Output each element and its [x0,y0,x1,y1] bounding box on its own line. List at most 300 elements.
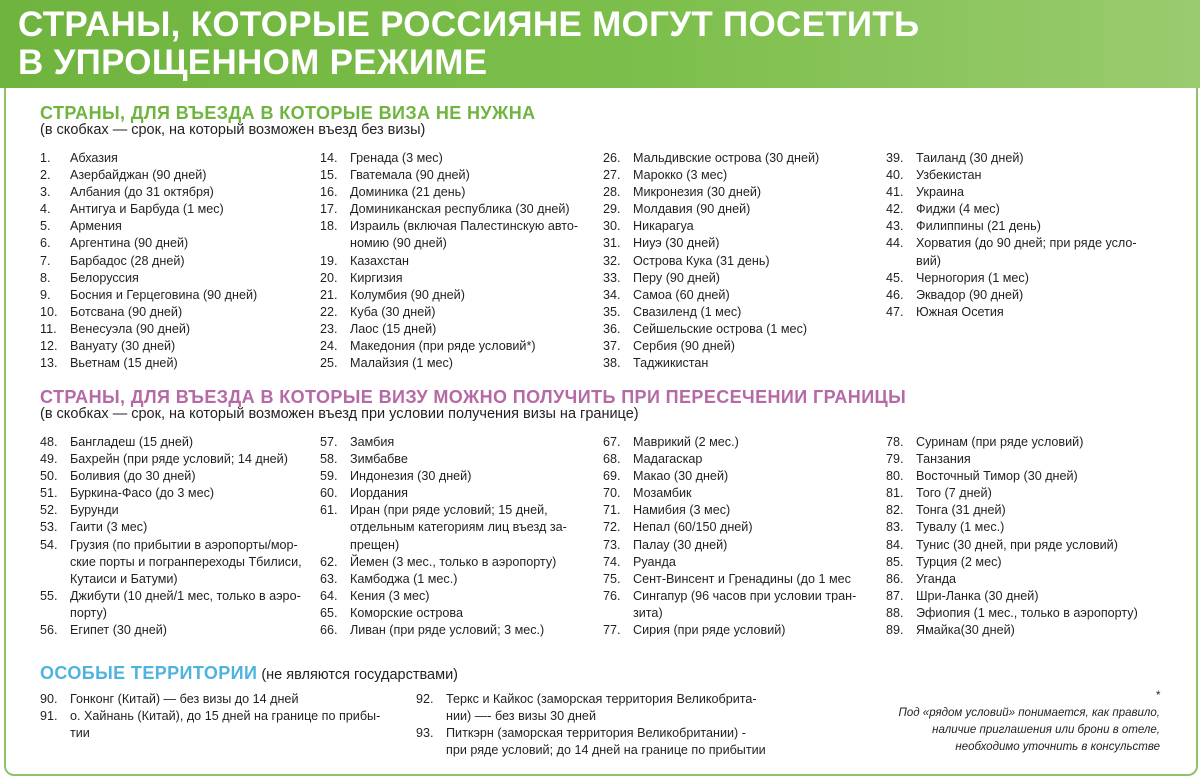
item-number: 15. [320,168,338,183]
list-item [886,434,1138,451]
list-item [603,468,856,485]
item-number: 27. [603,168,621,183]
list-item [40,218,257,235]
item-text: Буркина-Фасо (до 3 мес) [70,486,215,501]
item-number: 91. [40,709,58,724]
item-number: 46. [886,287,904,302]
item-number: 58. [320,452,338,467]
list-item [40,537,302,554]
item-number: 35. [603,304,621,319]
visa-on-arrival-column-1 [40,434,302,639]
item-number: 77. [603,623,621,638]
list-item [320,338,578,355]
item-number: 33. [603,270,621,285]
item-text: Гренада (3 мес) [350,151,443,165]
list-item [603,201,819,218]
list-item [320,287,578,304]
item-text: Доминиканская республика (30 дней) [350,202,570,217]
item-text: Ботсвана (90 дней) [70,304,183,319]
item-number: 51. [40,486,58,501]
item-text: Кения (3 мес) [350,588,430,603]
list-item [886,451,1138,468]
list-item [40,201,257,218]
item-number: 71. [603,503,621,518]
list-item [40,270,257,287]
list-item [40,468,302,485]
item-text: Бурунди [70,503,119,518]
list-item [320,270,578,287]
list-item [603,304,819,321]
list-item [320,235,578,252]
list-item [40,571,302,588]
item-number: 2. [40,168,51,183]
list-item [886,554,1138,571]
list-item [886,218,1137,235]
item-text: Гватемала (90 дней) [350,168,470,183]
list-item [40,725,380,742]
item-text: Вьетнам (15 дней) [70,356,178,371]
list-item [886,519,1138,536]
item-number: 50. [40,469,58,484]
list-item [40,485,302,502]
item-text: прещен) [350,537,400,552]
list-item [40,502,302,519]
list-item [320,304,578,321]
item-number: 54. [40,537,58,552]
item-number: 92. [416,692,434,706]
list-item [603,167,819,184]
list-item [320,571,567,588]
list-item [40,321,257,338]
list-item [40,605,302,622]
item-number: 49. [40,452,58,467]
item-number: 6. [40,236,51,251]
item-text: Аргентина (90 дней) [70,236,189,251]
item-text: Кутаиси и Батуми) [70,571,178,586]
item-text: Хорватия (до 90 дней; при ряде усло- [916,236,1137,251]
visa-on-arrival-column-2 [320,434,567,639]
item-number: 43. [886,219,904,234]
header-banner [0,0,1200,88]
item-text: Иордания [350,486,408,501]
list-item [886,571,1138,588]
item-text: Македония (при ряде условий*) [350,339,536,354]
item-number: 85. [886,554,904,569]
item-text: Эфиопия (1 мес., только в аэропорту) [916,605,1138,620]
list-item [320,434,567,451]
item-text: Мадагаскар [633,452,703,467]
list-item [603,338,819,355]
item-number: 17. [320,202,338,217]
special-column-2 [416,691,766,759]
item-number: 18. [320,219,338,234]
special-title-main: ОСОБЫЕ ТЕРРИТОРИИ [40,663,258,683]
item-number: 39. [886,151,904,165]
item-number: 82. [886,503,904,518]
list-item [40,588,302,605]
list-item [603,622,856,639]
item-text: порту) [70,605,107,620]
item-text: Босния и Герцеговина (90 дней) [70,287,258,302]
special-column-1 [40,691,380,742]
list-item [320,537,567,554]
item-number: 24. [320,339,338,354]
item-text: Киргизия [350,270,403,285]
special-title-suffix: (не являются государствами) [257,667,459,683]
item-number: 3. [40,185,51,200]
visa-free-column-4 [886,150,1137,321]
item-text: Турция (2 мес) [916,554,1002,569]
footnote-mark: * [1155,690,1160,702]
item-number: 25. [320,356,338,371]
item-text: Украина [916,185,964,200]
item-text: зита) [633,605,663,620]
section-title-visa-on-arrival: СТРАНЫ, ДЛЯ ВЪЕЗДА В КОТОРЫЕ ВИЗУ МОЖНО ПОЛУЧИТЬ ПРИ ПЕРЕСЕЧЕНИИ ГРАНИЦЫ [40,387,907,407]
item-text: Доминика (21 день) [350,185,466,200]
item-text: Тунис (30 дней, при ряде условий) [916,537,1118,552]
item-number: 45. [886,270,904,285]
item-text: Гаити (3 мес) [70,520,148,535]
item-number: 47. [886,304,904,319]
item-number: 84. [886,537,904,552]
item-text: Вануату (30 дней) [70,339,176,354]
list-item [886,201,1137,218]
item-number: 78. [886,435,904,449]
item-number: 61. [320,503,338,518]
item-number: 7. [40,253,51,268]
visa-on-arrival-column-3 [603,434,856,639]
item-number: 73. [603,537,621,552]
list-item [320,605,567,622]
item-number: 69. [603,469,621,484]
item-text: Индонезия (30 дней) [350,469,472,484]
list-item [603,451,856,468]
item-number: 9. [40,287,51,302]
item-number: 31. [603,236,621,251]
item-number: 26. [603,151,621,165]
list-item [320,150,578,167]
item-number: 20. [320,270,338,285]
item-text: Ямайка(30 дней) [916,623,1015,638]
item-number: 32. [603,253,621,268]
list-item [40,150,257,167]
item-text: при ряде условий; до 14 дней на границе по прибытии [446,743,766,758]
item-text: Палау (30 дней) [633,537,728,552]
list-item [603,270,819,287]
item-text: Ниуэ (30 дней) [633,236,720,251]
item-text: Израиль (включая Палестинскую авто- [350,219,579,234]
list-item [603,355,819,372]
item-number: 48. [40,435,58,449]
item-text: Грузия (по прибытии в аэропорты/мор- [70,537,298,552]
item-text: Мозамбик [633,486,692,501]
list-item [320,355,578,372]
item-number: 16. [320,185,338,200]
item-text: Ливан (при ряде условий; 3 мес.) [350,623,545,638]
section-subtitle-visa-on-arrival: (в скобках — срок, на который возможен въезд при условии получения визы на границе) [40,406,639,422]
item-text: Белоруссия [70,270,139,285]
item-text: Азербайджан (90 дней) [70,168,207,183]
item-text: Армения [70,219,122,234]
item-text: Черногория (1 мес) [916,270,1029,285]
item-number: 63. [320,571,338,586]
item-number: 22. [320,304,338,319]
section-title-special [40,663,458,684]
item-text: Гонконг (Китай) — без визы до 14 дней [70,692,299,706]
list-item [886,167,1137,184]
item-number: 19. [320,253,338,268]
item-number: 67. [603,435,621,449]
list-item [40,338,257,355]
item-text: Куба (30 дней) [350,304,436,319]
item-text: Абхазия [70,151,118,165]
list-item [320,218,578,235]
list-item [886,622,1138,639]
item-number: 88. [886,605,904,620]
footnote [840,688,1160,756]
footnote-line-2: наличие приглашения или брони в отеле, [932,724,1160,736]
item-number: 87. [886,588,904,603]
item-text: Казахстан [350,253,410,268]
list-item [603,321,819,338]
item-text: Сейшельские острова (1 мес) [633,321,808,336]
item-number: 41. [886,185,904,200]
list-item [320,321,578,338]
list-item [886,468,1138,485]
item-number: 80. [886,469,904,484]
list-item [603,605,856,622]
item-text: Камбоджа (1 мес.) [350,571,458,586]
section-subtitle-visa-free: (в скобках — срок, на который возможен въезд без визы) [40,122,426,138]
list-item [886,588,1138,605]
item-text: Тонга (31 дней) [916,503,1006,518]
item-text: Теркс и Кайкос (заморская территория Великобрита- [446,692,757,706]
item-text: ские порты и погранпереходы Тбилиси, [70,554,302,569]
item-text: Джибути (10 дней/1 мес, только в аэро- [70,588,301,603]
list-item [886,304,1137,321]
footnote-line-3: необходимо уточнить в консульстве [955,741,1160,753]
list-item [886,287,1137,304]
section-title-visa-free: СТРАНЫ, ДЛЯ ВЪЕЗДА В КОТОРЫЕ ВИЗА НЕ НУЖНА [40,103,536,123]
item-text: Танзания [916,452,971,467]
item-number: 5. [40,219,51,234]
list-item [40,691,380,708]
item-number: 28. [603,185,621,200]
item-number: 89. [886,623,904,638]
item-text: Того (7 дней) [916,486,992,501]
item-number: 72. [603,520,621,535]
item-number: 64. [320,588,338,603]
item-number: 70. [603,486,621,501]
item-text: Таиланд (30 дней) [916,151,1024,165]
item-text: Боливия (до 30 дней) [70,469,196,484]
item-text: Намибия (3 мес) [633,503,731,518]
item-number: 57. [320,435,338,449]
item-number: 81. [886,486,904,501]
item-number: 65. [320,605,338,620]
item-text: Колумбия (90 дней) [350,287,465,302]
list-item [603,434,856,451]
list-item [416,691,766,708]
item-text: Южная Осетия [916,304,1004,319]
page-title [18,6,1118,82]
item-text: Восточный Тимор (30 дней) [916,469,1078,484]
item-text: Йемен (3 мес., только в аэропорту) [350,554,557,569]
item-text: Зимбабве [350,452,408,467]
item-text: Лаос (15 дней) [350,321,437,336]
title-line-1: СТРАНЫ, КОТОРЫЕ РОССИЯНЕ МОГУТ ПОСЕТИТЬ [18,5,920,44]
list-item [886,184,1137,201]
item-text: Таджикистан [633,356,709,371]
visa-free-column-2 [320,150,578,372]
item-text: Сирия (при ряде условий) [633,623,786,638]
list-item [603,519,856,536]
list-item [320,451,567,468]
item-number: 55. [40,588,58,603]
item-text: Микронезия (30 дней) [633,185,762,200]
item-number: 60. [320,486,338,501]
item-number: 74. [603,554,621,569]
item-number: 79. [886,452,904,467]
item-text: Антигуа и Барбуда (1 мес) [70,202,224,217]
item-text: нии) —- без визы 30 дней [446,709,596,724]
list-item [320,468,567,485]
item-number: 44. [886,236,904,251]
item-text: Питкэрн (заморская территория Великобритании) - [446,726,746,741]
list-item [603,253,819,270]
list-item [416,725,766,742]
item-number: 11. [40,321,57,336]
item-number: 90. [40,692,58,706]
item-text: Свазиленд (1 мес) [633,304,742,319]
list-item [603,537,856,554]
item-number: 93. [416,726,434,741]
item-number: 53. [40,520,58,535]
item-number: 38. [603,356,621,371]
item-text: Барбадос (28 дней) [70,253,185,268]
item-number: 66. [320,623,338,638]
item-text: Замбия [350,435,395,449]
item-text: Суринам (при ряде условий) [916,435,1084,449]
item-text: Сербия (90 дней) [633,339,735,354]
list-item [886,502,1138,519]
item-text: Бахрейн (при ряде условий; 14 дней) [70,452,288,467]
item-text: Бангладеш (15 дней) [70,435,194,449]
list-item [886,485,1138,502]
list-item [40,253,257,270]
list-item [603,588,856,605]
item-number: 75. [603,571,621,586]
item-number: 14. [320,151,338,165]
list-item [603,554,856,571]
item-number: 12. [40,339,58,354]
item-text: Шри-Ланка (30 дней) [916,588,1039,603]
item-number: 1. [40,151,51,165]
item-number: 30. [603,219,621,234]
list-item [603,184,819,201]
list-item [320,519,567,536]
list-item [40,622,302,639]
item-text: Уганда [916,571,957,586]
item-text: Макао (30 дней) [633,469,729,484]
item-text: Сингапур (96 часов при условии тран- [633,588,857,603]
list-item [603,571,856,588]
item-number: 52. [40,503,58,518]
item-text: Мальдивские острова (30 дней) [633,151,820,165]
item-number: 34. [603,287,621,302]
item-number: 29. [603,202,621,217]
list-item [416,708,766,725]
list-item [320,502,567,519]
list-item [40,554,302,571]
item-text: Филиппины (21 день) [916,219,1041,234]
item-number: 68. [603,452,621,467]
item-number: 23. [320,321,338,336]
list-item [40,167,257,184]
list-item [40,235,257,252]
item-number: 62. [320,554,338,569]
visa-on-arrival-column-4 [886,434,1138,639]
item-text: тии [70,726,90,741]
list-item [40,434,302,451]
item-text: Египет (30 дней) [70,623,167,638]
item-text: номию (90 дней) [350,236,447,251]
item-text: Сент-Винсент и Гренадины (до 1 мес [633,571,851,586]
list-item [320,622,567,639]
item-text: Марокко (3 мес) [633,168,728,183]
item-number: 10. [40,304,58,319]
list-item [603,502,856,519]
item-text: вий) [916,253,941,268]
item-text: Никарагуа [633,219,694,234]
item-number: 42. [886,202,904,217]
item-text: Эквадор (90 дней) [916,287,1024,302]
list-item [886,605,1138,622]
item-number: 86. [886,571,904,586]
item-number: 8. [40,270,51,285]
list-item [320,184,578,201]
item-text: Иран (при ряде условий; 15 дней, [350,503,548,518]
title-line-2: В УПРОЩЕННОМ РЕЖИМЕ [18,43,488,82]
list-item [320,167,578,184]
item-text: Самоа (60 дней) [633,287,730,302]
item-text: Перу (90 дней) [633,270,720,285]
list-item [886,253,1137,270]
list-item [603,218,819,235]
item-number: 36. [603,321,621,336]
item-text: Венесуэла (90 дней) [70,321,191,336]
item-text: отдельным категориям лиц въезд за- [350,520,567,535]
item-text: Узбекистан [916,168,982,183]
item-number: 37. [603,339,621,354]
item-text: Маврикий (2 мес.) [633,435,739,449]
list-item [320,588,567,605]
item-text: Острова Кука (31 день) [633,253,770,268]
item-number: 83. [886,520,904,535]
list-item [603,485,856,502]
footnote-line-1: Под «рядом условий» понимается, как правило, [898,707,1160,719]
list-item [886,150,1137,167]
item-number: 4. [40,202,51,217]
list-item [886,235,1137,252]
item-number: 13. [40,356,58,371]
item-text: Тувалу (1 мес.) [916,520,1005,535]
list-item [886,537,1138,554]
item-number: 59. [320,469,338,484]
visa-free-column-3 [603,150,819,372]
visa-free-column-1 [40,150,257,372]
list-item [603,150,819,167]
